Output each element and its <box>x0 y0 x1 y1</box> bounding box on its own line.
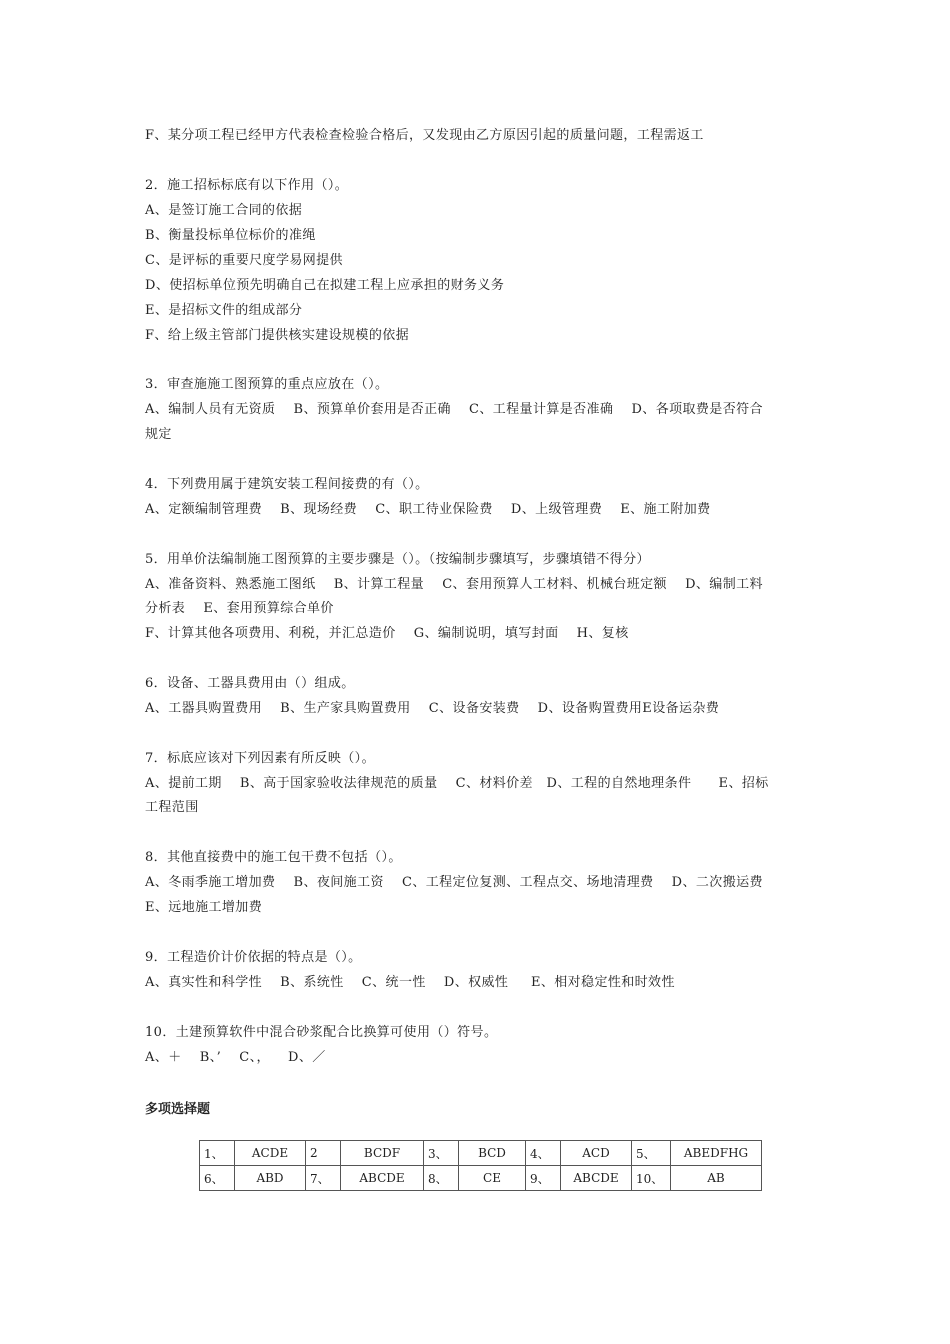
answer-number: 6、 <box>200 1166 235 1191</box>
option-line: A、工器具购置费用 B、生产家具购置费用 C、设备安装费 D、设备购置费用E设备运杂费 <box>145 701 720 716</box>
question-line: 8．其他直接费中的施工包干费不包括（）。 <box>145 850 402 865</box>
question-line: 10．土建预算软件中混合砂浆配合比换算可使用（）符号。 <box>145 1025 498 1040</box>
answer-value: BCDF <box>341 1141 424 1166</box>
question-line: F、某分项工程已经甲方代表检查检验合格后，又发现由乙方原因引起的质量问题，工程需返工 <box>145 128 704 143</box>
option-line: 工程范围 <box>145 800 199 815</box>
option-line: F、给上级主管部门提供核实建设规模的依据 <box>145 328 410 343</box>
question-line: 9．工程造价计价依据的特点是（）。 <box>145 950 362 965</box>
option-line: A、提前工期 B、高于国家验收法律规范的质量 C、材料价差 D、工程的自然地理条件 E、招标 <box>145 776 769 791</box>
answer-value: CE <box>459 1166 526 1191</box>
answer-value: ABEDFHG <box>671 1141 762 1166</box>
section-heading: 多项选择题 <box>145 1102 211 1117</box>
answer-value: AB <box>671 1166 762 1191</box>
option-line: A、冬雨季施工增加费 B、夜间施工资 C、工程定位复测、工程点交、场地清理费 D、二次搬运费 <box>145 875 763 890</box>
option-line: A、＋ B、’ C、， D、／ <box>145 1050 326 1065</box>
option-line: D、使招标单位预先明确自己在拟建工程上应承担的财务义务 <box>145 278 505 293</box>
answer-number: 9、 <box>526 1166 561 1191</box>
option-line: A、真实性和科学性 B、系统性 C、统一性 D、权威性 E、相对稳定性和时效性 <box>145 975 675 990</box>
option-line: A、编制人员有无资质 B、预算单价套用是否正确 C、工程量计算是否准确 D、各项取费是否符合 <box>145 402 763 417</box>
answer-value: ABD <box>235 1166 306 1191</box>
option-line: B、衡量投标单位标价的准绳 <box>145 228 316 243</box>
question-line: 4．下列费用属于建筑安装工程间接费的有（）。 <box>145 477 429 492</box>
question-line: 5．用单价法编制施工图预算的主要步骤是（）。（按编制步骤填写，步骤填错不得分） <box>145 552 650 567</box>
answer-value: BCD <box>459 1141 526 1166</box>
option-line: A、是签订施工合同的依据 <box>145 203 303 218</box>
option-line: 分析表 E、套用预算综合单价 <box>145 601 334 616</box>
option-line: E、远地施工增加费 <box>145 900 263 915</box>
option-line: A、准备资料、熟悉施工图纸 B、计算工程量 C、套用预算人工材料、机械台班定额 D、编制工料 <box>145 577 763 592</box>
table-row <box>200 1141 762 1166</box>
question-line: 2．施工招标标底有以下作用（）。 <box>145 178 349 193</box>
question-line: 7．标底应该对下列因素有所反映（）。 <box>145 751 375 766</box>
answer-number: 7、 <box>306 1166 341 1191</box>
answer-value: ABCDE <box>341 1166 424 1191</box>
question-line: 3．审查施施工图预算的重点应放在（）。 <box>145 377 389 392</box>
option-line: A、定额编制管理费 B、现场经费 C、职工待业保险费 D、上级管理费 E、施工附加费 <box>145 502 711 517</box>
answer-number: 1、 <box>200 1141 235 1166</box>
question-line: 6．设备、工器具费用由（）组成。 <box>145 676 355 691</box>
answer-value: ABCDE <box>561 1166 632 1191</box>
answer-number: 8、 <box>424 1166 459 1191</box>
answer-number: 10、 <box>632 1166 671 1191</box>
option-line: E、是招标文件的组成部分 <box>145 303 303 318</box>
answer-number: 5、 <box>632 1141 671 1166</box>
option-line: C、是评标的重要尺度学易网提供 <box>145 253 343 268</box>
answer-number: 4、 <box>526 1141 561 1166</box>
answer-table <box>199 1140 762 1191</box>
answer-value: ACD <box>561 1141 632 1166</box>
answer-value: ACDE <box>235 1141 306 1166</box>
answer-number: 2 <box>306 1141 341 1166</box>
table-row <box>200 1166 762 1191</box>
answer-number: 3、 <box>424 1141 459 1166</box>
option-line: F、计算其他各项费用、利税，并汇总造价 G、编制说明，填写封面 H、复核 <box>145 626 629 641</box>
option-line: 规定 <box>145 427 172 442</box>
